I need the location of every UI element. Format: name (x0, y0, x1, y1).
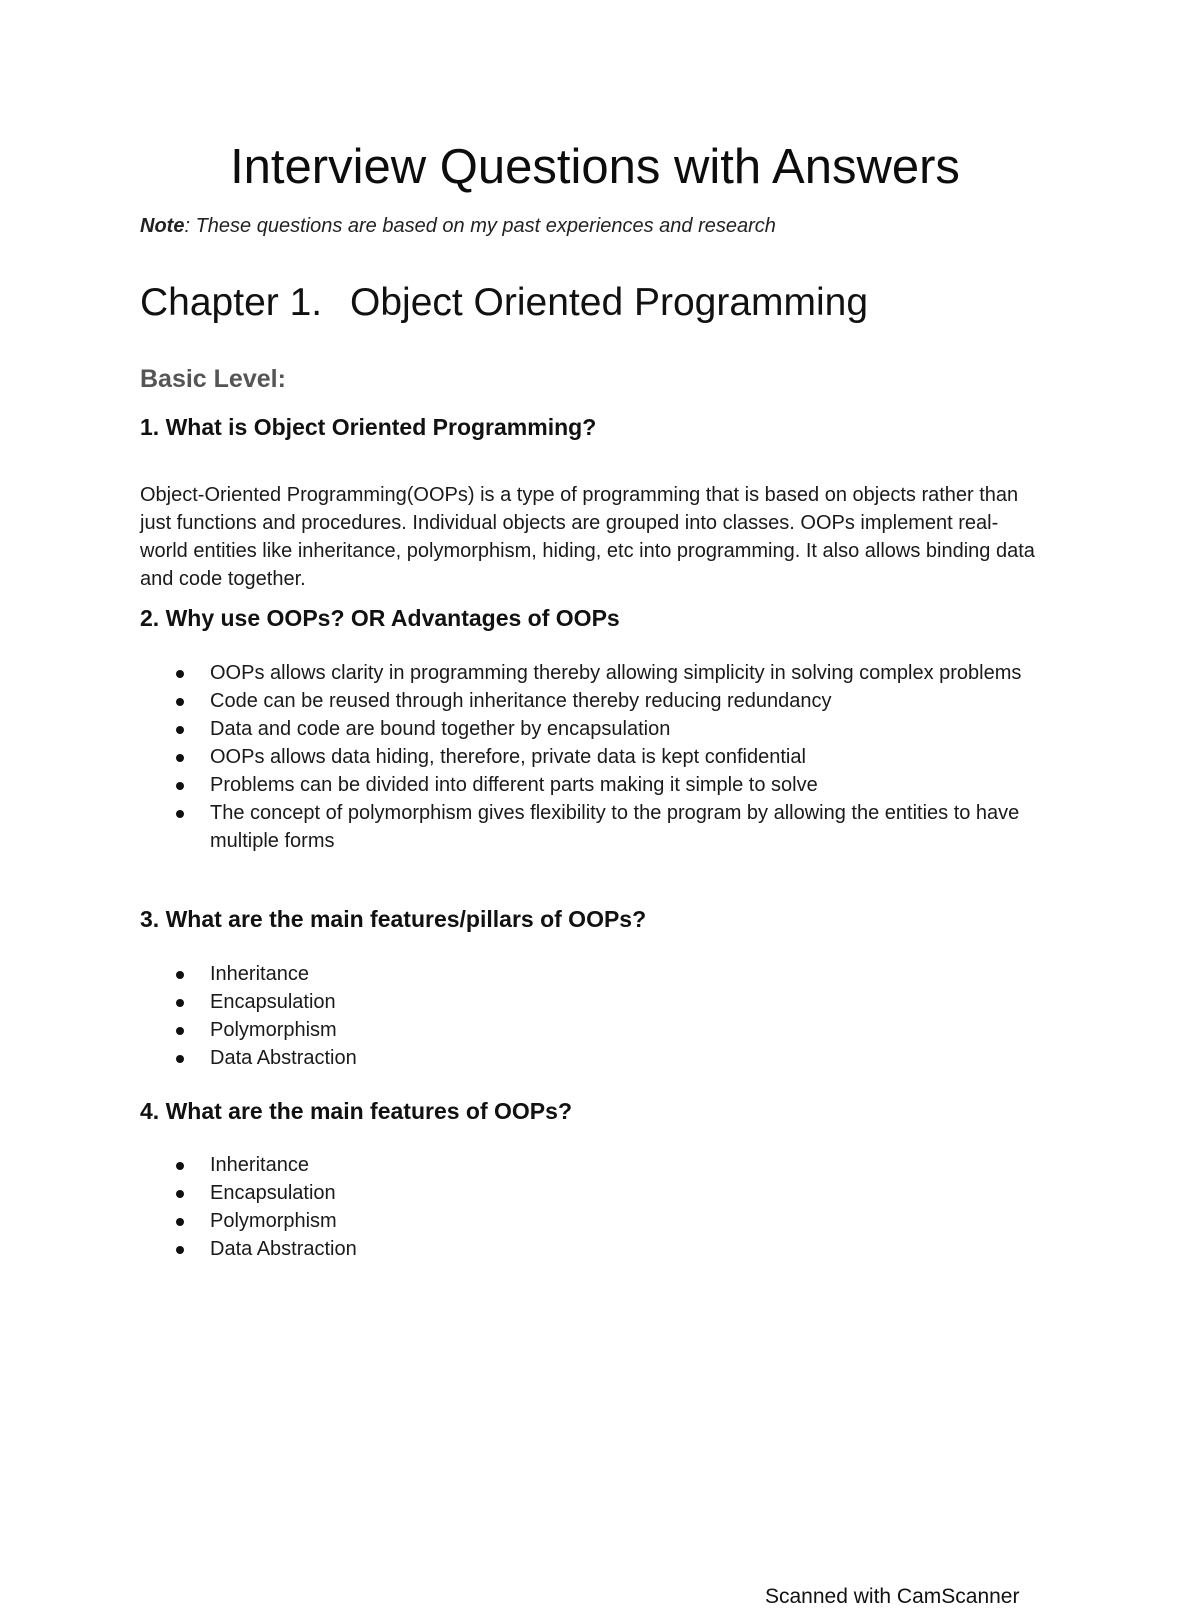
bullet-icon (176, 670, 184, 678)
list-item: OOPs allows data hiding, therefore, private data is kept confidential (140, 743, 1040, 771)
note-label: Note (140, 215, 185, 237)
note-text: : These questions are based on my past experiences and research (184, 215, 776, 237)
bullet-icon (176, 1162, 184, 1170)
advantages-list (140, 659, 1040, 855)
features-list (140, 1151, 1040, 1263)
bullet-icon (176, 1027, 184, 1035)
answer-paragraph-1: Object-Oriented Programming(OOPs) is a type of programming that is based on objects rather than just functions and procedures. Individual objects are grouped into classes. OOPs implement real-world entities like inheritance, polymorphism, hiding, etc into programming. It also allows binding data and code together. (140, 484, 1035, 590)
question-heading-2: 2. Why use OOPs? OR Advantages of OOPs (140, 605, 620, 631)
list-item: Data and code are bound together by encapsulation (140, 715, 1040, 743)
list-item: Inheritance (140, 960, 1040, 988)
bullet-icon (176, 1190, 184, 1198)
question-heading-4: 4. What are the main features of OOPs? (140, 1098, 572, 1124)
question-heading-3: 3. What are the main features/pillars of OOPs? (140, 906, 647, 932)
scanner-footer: Scanned with CamScanner (765, 1585, 1020, 1608)
bullet-icon (176, 754, 184, 762)
question-heading-1: 1. What is Object Oriented Programming? (140, 414, 597, 440)
list-item: Code can be reused through inheritance thereby reducing redundancy (140, 687, 1040, 715)
level-heading: Basic Level: (140, 365, 286, 393)
bullet-icon (176, 782, 184, 790)
list-item: The concept of polymorphism gives flexibility to the program by allowing the entities to have multiple forms (140, 799, 1040, 855)
chapter-heading (140, 277, 868, 329)
page-title: Interview Questions with Answers (230, 140, 960, 194)
list-item: Encapsulation (140, 1179, 1040, 1207)
note (140, 212, 776, 240)
list-item: Data Abstraction (140, 1235, 1040, 1263)
list-item: OOPs allows clarity in programming thereby allowing simplicity in solving complex problems (140, 659, 1040, 687)
chapter-name: Object Oriented Programming (350, 281, 869, 324)
list-item: Problems can be divided into different parts making it simple to solve (140, 771, 1040, 799)
pillars-list (140, 960, 1040, 1072)
list-item: Inheritance (140, 1151, 1040, 1179)
bullet-icon (176, 1246, 184, 1254)
list-item: Data Abstraction (140, 1044, 1040, 1072)
list-item: Polymorphism (140, 1207, 1040, 1235)
bullet-icon (176, 698, 184, 706)
bullet-icon (176, 1055, 184, 1063)
chapter-number: Chapter 1. (140, 281, 323, 324)
bullet-icon (176, 971, 184, 979)
list-item: Polymorphism (140, 1016, 1040, 1044)
bullet-icon (176, 999, 184, 1007)
bullet-icon (176, 1218, 184, 1226)
bullet-icon (176, 726, 184, 734)
list-item: Encapsulation (140, 988, 1040, 1016)
bullet-icon (176, 810, 184, 818)
